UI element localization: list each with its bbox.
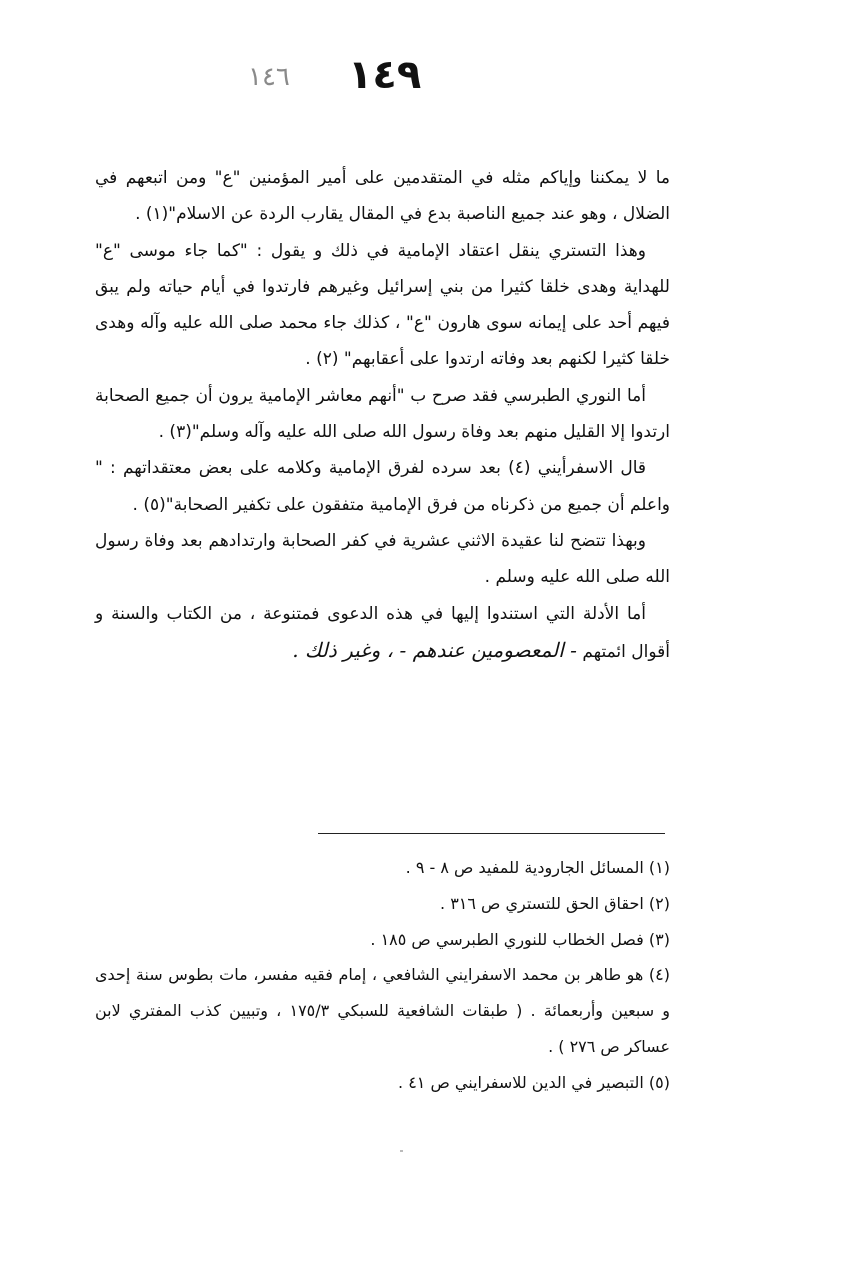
footnote-1: (١) المسائل الجارودية للمفيد ص ٨ - ٩ .	[405, 858, 670, 877]
footnote-5: (٥) التبصير في الدين للاسفرايني ص ٤١ .	[398, 1072, 670, 1092]
footnotes	[95, 850, 670, 1101]
page-number: ١٤٩	[348, 52, 422, 98]
page-number-faint: ١٤٦	[248, 62, 290, 92]
footnote-2: (٢) احقاق الحق للتستري ص ٣١٦ .	[440, 893, 670, 913]
footnote-separator	[318, 833, 665, 834]
footnote-4: (٤) هو طاهر بن محمد الاسفرايني الشافعي ، إمام فقيه مفسر، مات بطوس سنة إحدى و سبعين وأربعمائة . ( طبقات الشافعية للسبكي ١٧٥/٣ ، وتبيين كذب المفتري لابن عساكر ص ٢٧٦ ) .	[95, 965, 670, 1056]
handwritten-insertion: - المعصومين عندهم - ، وغير ذلك .	[292, 637, 577, 662]
paragraph-6-typed: أما الأدلة التي استندوا إليها في هذه الدعوى فمتنوعة ، من الكتاب والسنة و أقوال ائمتهم	[95, 603, 670, 662]
body-text	[95, 160, 670, 670]
paragraph-3: أما النوري الطبرسي فقد صرح ب "أنهم معاشر الإمامية يرون أن جميع الصحابة ارتدوا إلا القليل منهم بعد وفاة رسول الله صلى الله عليه وآله وسلم"(٣) .	[95, 385, 670, 443]
paragraph-2: وهذا التستري ينقل اعتقاد الإمامية في ذلك و يقول : "كما جاء موسى "ع" للهداية وهدى خلقا كثيرا من بني إسرائيل وغيرهم فارتدوا في أيام حياته ولم يبق فيهم أحد على إيمانه سوى هارون "ع" ، كذلك جاء محمد صلى الله عليه وآله وهدى خلقا كثيرا لكنهم بعد وفاته ارتدوا على أعقابهم" (٢) .	[95, 240, 670, 370]
scan-speck	[400, 1150, 403, 1152]
paragraph-1: ما لا يمكننا وإياكم مثله في المتقدمين على أمير المؤمنين "ع" ومن اتبعهم في الضلال ، وهو عند جميع الناصبة بدع في المقال يقارب الردة عن الاسلام"(١) .	[95, 168, 670, 225]
paragraph-4: قال الاسفرأيني (٤) بعد سرده لفرق الإمامية وكلامه على بعض معتقداتهم : " واعلم أن جميع من ذكرناه من فرق الإمامية متفقون على تكفير الصحابة"(٥) .	[95, 458, 670, 515]
footnote-3: (٣) فصل الخطاب للنوري الطبرسي ص ١٨٥ .	[370, 929, 670, 949]
paragraph-5: وبهذا تتضح لنا عقيدة الاثني عشرية في كفر الصحابة وارتدادهم بعد وفاة رسول الله صلى الله عليه وسلم .	[95, 530, 670, 588]
paragraph-6	[95, 596, 670, 671]
